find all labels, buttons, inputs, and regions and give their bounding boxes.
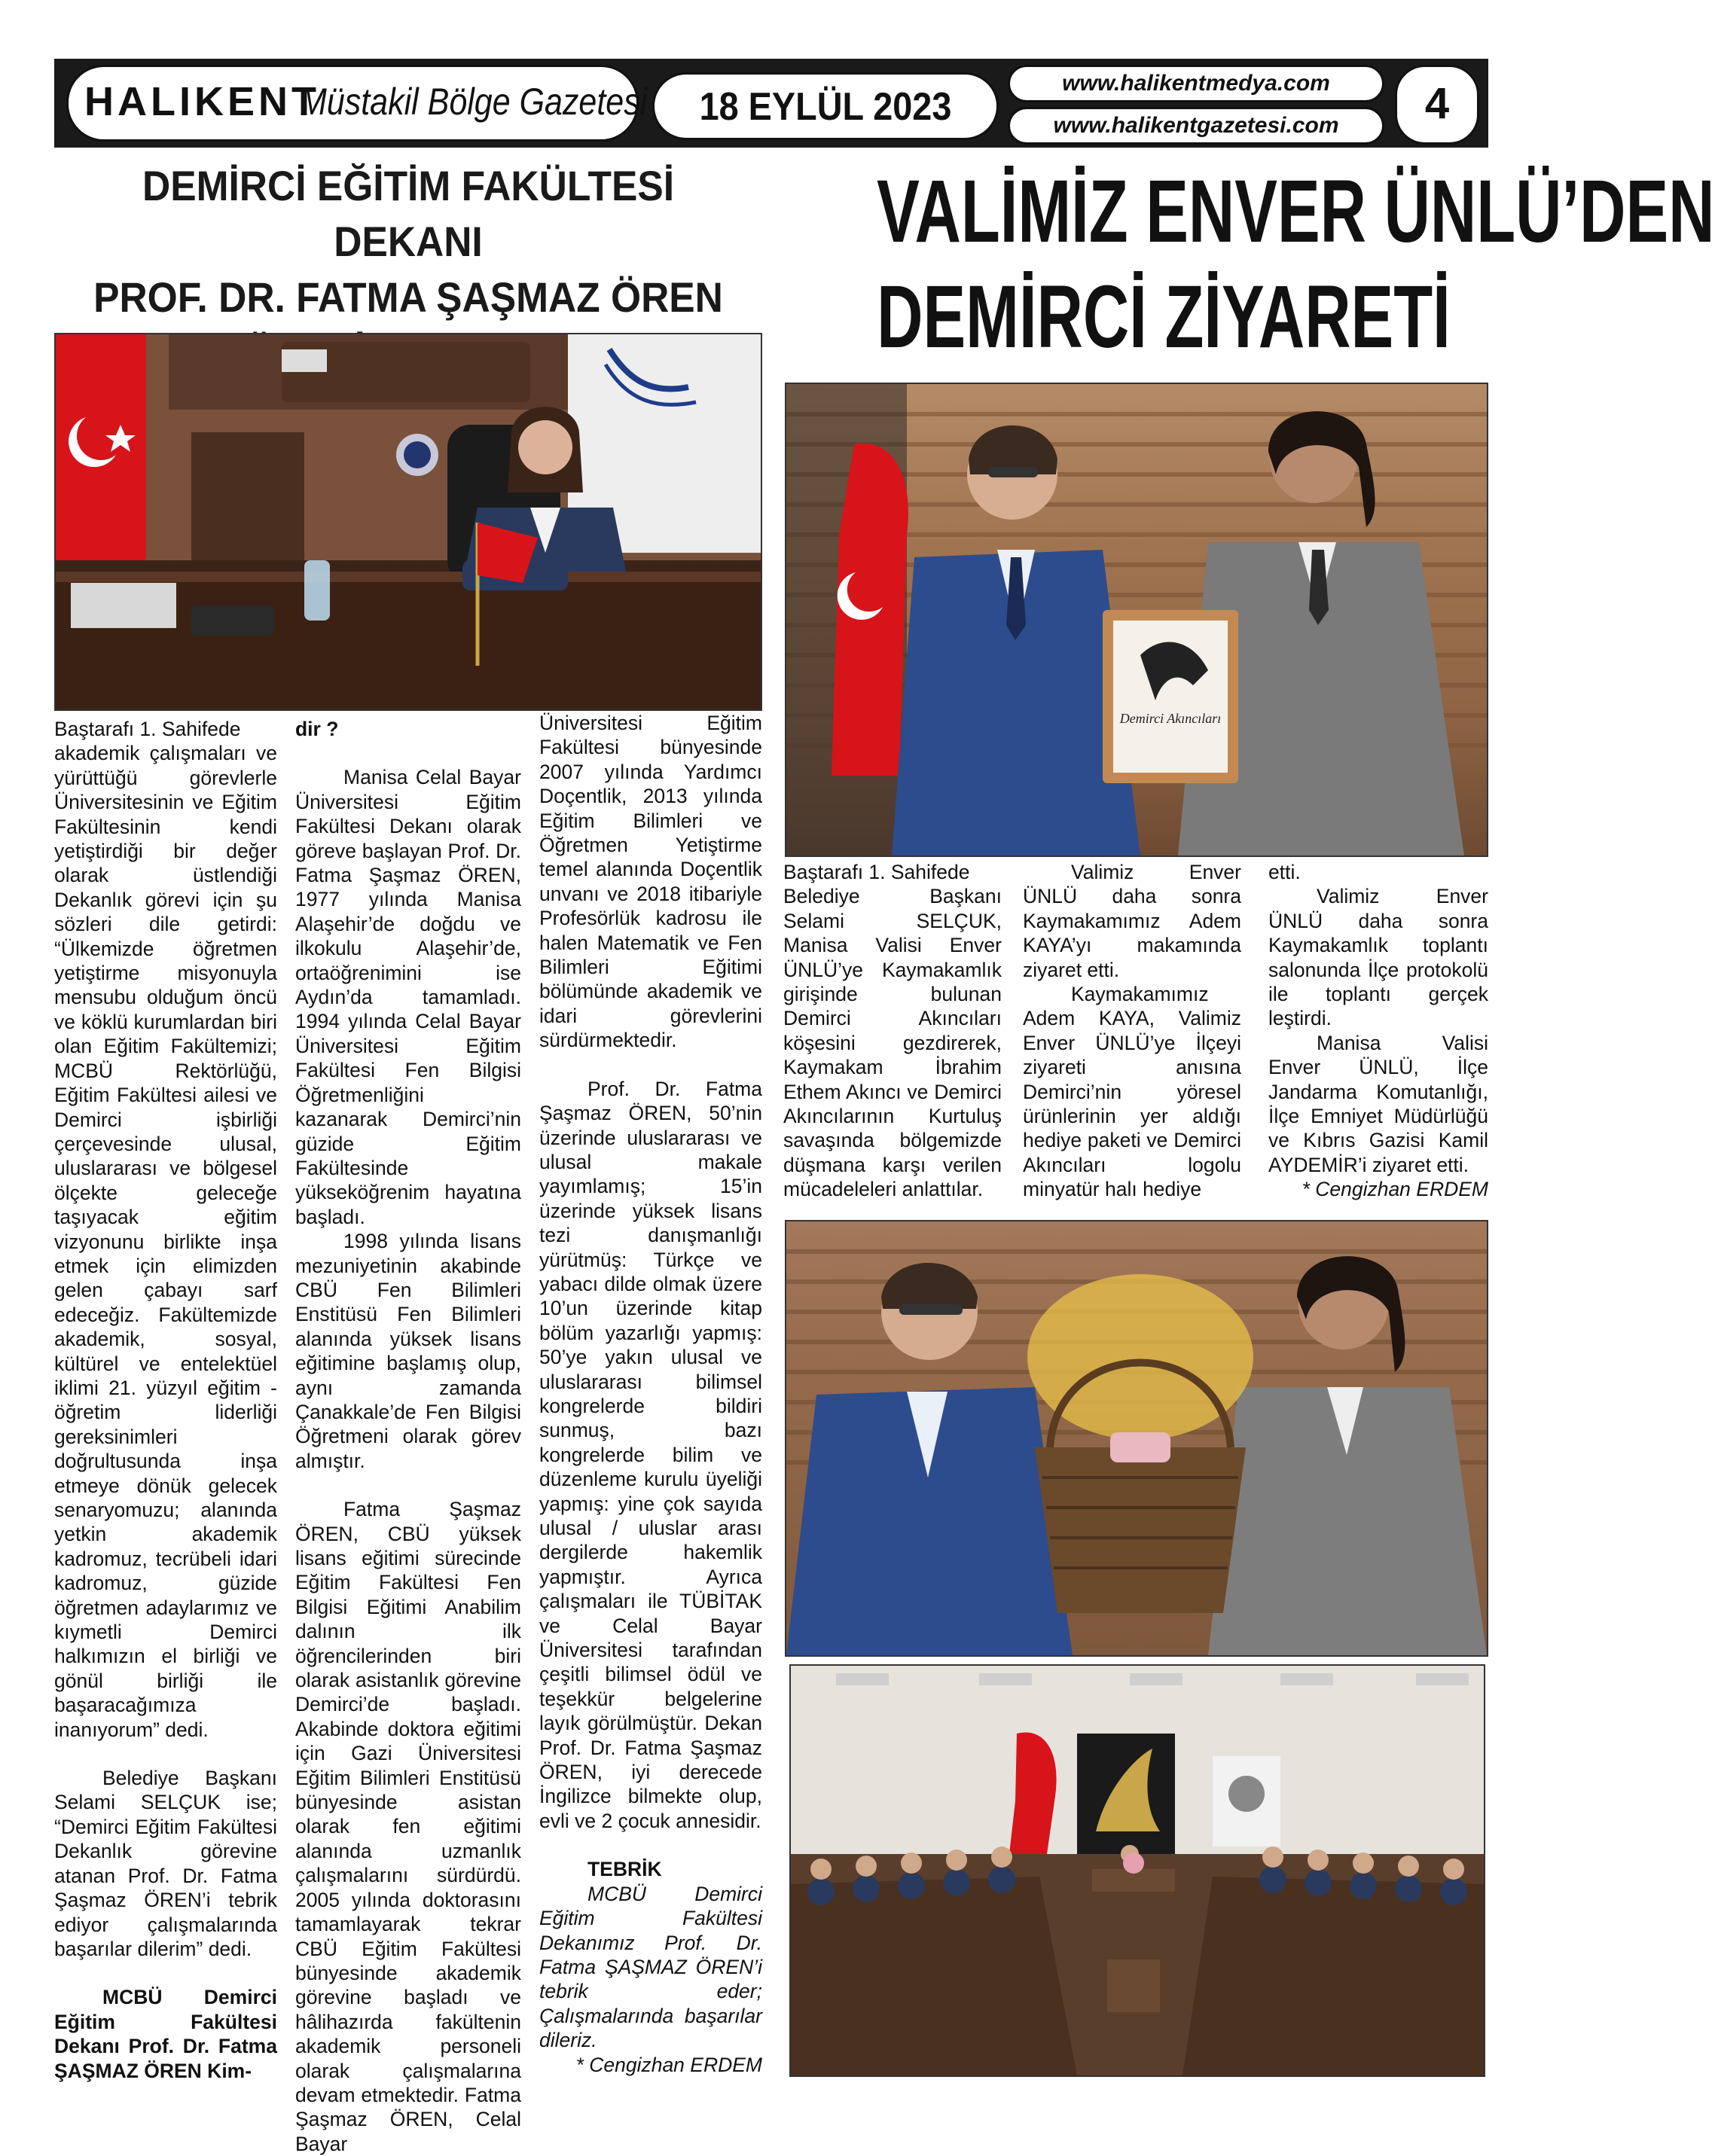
paragraph: etti. [1268,861,1301,883]
headline-line: DEMİRCİ EĞİTİM FAKÜLTESİ DEKANI [142,162,675,265]
congrats-text: MCBÜ Demirci Eğitim Fakültesi Dekanımız Prof. Dr. Fatma ŞAŞMAZ ÖREN’i tebrik eder; Çalışmalarında başarılar dileriz. [539,1882,762,2052]
paragraph: Manisa Valisi Enver ÜNLÜ, İlçe Jandarma Komutanlığı, İlçe Emniyet Müdürlüğü ve Kıbrıs Gazisi Kamil AYDEMİR’i ziyaret etti. [1268,1031,1488,1176]
plaque-caption: Demirci Akıncıları [1119,711,1222,726]
paragraph: Belediye Başkanı Selami SELÇUK ise; “Demirci Eğitim Fakültesi Dekanlık görevine atanan Prof. Dr. Fatma Şaşmaz ÖREN’i tebrik ediyor çalışmalarında başarılar dilerim” dedi. [54,1767,277,1960]
dean-office-illustration [56,334,761,709]
paragraph: Valimiz Enver ÜNLÜ daha sonra Kaymakamlık toplantı salonunda İlçe protokolü ile toplantı gerçek leştirdi. [1268,885,1488,1030]
plaque-gift-illustration [786,384,1487,855]
brand-tagline: Müstakil Bölge Gazetesi [300,81,648,123]
meeting-room-illustration [791,1666,1484,2075]
paragraph: Belediye Başkanı Selami SELÇUK, Manisa Valisi Enver ÜNLÜ’ye Kaymakamlık girişinde bulunan Demirci Akıncıları köşesini gezdirerek, Kaymakam İbrahim Ethem Akıncı ve Demirci Akıncılarının Kurtuluş savaşında bölgemizde düşmana karşı verilen mücadeleleri anlattılar. [783,885,1002,1201]
right-article-headline-line-2: DEMİRCİ ZİYARETİ [877,267,1451,367]
gift-basket-photo [785,1220,1488,1657]
paragraph: Kaymakamımız Adem KAYA, Valimiz Enver ÜNLÜ’ye İlçeyi ziyareti anısına Demirci’nin yöresel ürünlerinin yer aldığı hediye paketi ve Demirci Akıncıları logolu minyatür halı hediye [1023,983,1241,1201]
left-article-column-3 [539,711,762,2077]
right-article-column-3 [1268,860,1488,1202]
paragraph: Prof. Dr. Fatma Şaşmaz ÖREN, 50’nin üzerinde uluslararası ve ulusal makale yayımlamış; 15’in üzerinde yüksek lisans tezi danışmanlığı yürütmüş: Türkçe ve yabacı dilde olmak üzere 10’un üzerinde kitap bölüm yazarlığı yapmış: 50’ye yakın ulusal ve uluslararası bilimsel kongrelerde bildiri sunmuş, bazı kongrelerde bilim ve düzenleme kurulu üyeliği yapmış: yine çok sayıda ulusal / uluslar arası dergilerde hakemlik yapmıştır. Ayrıca çalışmaları ile TÜBİTAK ve Celal Bayar Üniversitesi tarafından çeşitli bilimsel ödül ve teşekkür belgelerine layık görülmüştür. Dekan Prof. Dr. Fatma Şaşmaz ÖREN, iyi derecede İngilizce bilmekte olup, evli ve 2 çocuk annesidir. [539,1077,762,1832]
headline-line: PROF. DR. FATMA ŞAŞMAZ ÖREN [93,273,723,321]
plaque-gift-photo [785,383,1488,857]
paragraph: 1998 yılında lisans mezuniyetinin akabinde CBÜ Fen Bilimleri Enstitüsü Fen Bilimleri alanında yüksek lisans eğitimine başlamış olup, aynı zamanda Çanakkale’de Fen Bilgisi Öğretmeni olarak görev almıştır. [295,1230,521,1472]
paragraph: Üniversitesi Eğitim Fakültesi bünyesinde 2007 yılında Yardımcı Doçentlik, 2013 yılında Eğitim Bilimleri ve Öğretmen Yetiştirme temel alanında Doçentlik unvanı ve 2018 itibariyle Profesörlük kadrosu ile halen Matematik ve Fen Bilimleri Eğitimi bölümünde akademik ve idari görevlerini sürdürmektedir. [539,712,762,1052]
subheading-continued: dir ? [295,718,339,740]
paragraph: Manisa Celal Bayar Üniversitesi Eğitim Fakültesi Dekanı olarak göreve başlayan Prof. Dr. Fatma Şaşmaz ÖREN, 1977 yılında Manisa Alaşehir’de doğdu ve ilkokulu Alaşehir’de, ortaöğrenimini ise Aydın’da tamamladı. 1994 yılında Celal Bayar Üniversitesi Eğitim Fakültesi Fen Bilgisi Öğretmenliğini kazanarak Demirci’nin güzide Eğitim Fakültesinde yükseköğrenim hayatına başladı. [295,766,521,1228]
left-article-column-1 [54,717,277,2083]
page-number: 4 [1424,79,1450,128]
issue-date: 18 EYLÜL 2023 [699,85,952,129]
paragraph: Valimiz Enver ÜNLÜ daha sonra Kaymakamımız Adem KAYA’yı makamında ziyaret etti. [1023,861,1241,981]
website-link-2[interactable]: www.halikentgazetesi.com [1053,113,1339,138]
gift-basket-illustration [786,1221,1487,1655]
paragraph: Fatma Şaşmaz ÖREN, CBÜ yüksek lisans eğitimi sürecinde Eğitim Fakültesi Fen Bilgisi Eğitimi Anabilim dalının ilk öğrencilerinden biri olarak asistanlık görevine Demirci’de başladı. Akabinde doktora eğitimi için Gazi Üniversitesi Eğitim Bilimleri Enstitüsü bünyesinde asistan olarak fen eğitimi alanında uzmanlık çalışmalarını sürdürdü. 2005 yılında doktorasını tamamlayarak tekrar CBÜ Eğitim Fakültesi bünyesinde akademik görevine başladı ve hâlihazırda fakültenin akademik personeli olarak çalışmalarına devam etmektedir. Fatma Şaşmaz ÖREN, Celal Bayar [295,1498,521,2155]
dean-office-photo [54,333,762,711]
paragraph: akademik çalışmaları ve yürüttüğü görevlerle Üniversitesinin ve Eğitim Fakültesinin kendi yetiştirdiği bir değer olarak üstlendiği Dekanlık görevi için şu sözleri dile getirdi: “Ülkemizde öğretmen yetiştirme misyonuyla mensubu olduğum öncü ve köklü kurumlardan biri olan Eğitim Fakültemizi; MCBÜ Rektörlüğü, Eğitim Fakültesi ailesi ve Demirci işbirliği çerçevesinde ulusal, uluslararası ve bölgesel ölçekte geleceğe taşıyacak eğitim vizyonunu birlikte inşa etmek için elimizden gelen çabayı sarf edeceğiz. Fakültemizde akademik, sosyal, kültürel ve entelektüel iklimi 21. yüzyıl eğitim - öğretim liderliği gereksinimleri doğrultusunda inşa etmeye dönük gelecek senaryomuzu; alanında yetkin akademik kadromuz, tecrübeli idari kadromuz, güzide öğretmen adaylarımız ve kıymetli Demirci halkımızın el birliği ve gönül birliği ile başaracağımıza inanıyorum” dedi. [54,742,277,1741]
brand-name: HALIKENT [84,79,320,124]
continued-from-label: Baştarafı 1. Sahifede [783,861,970,883]
author-byline: * Cengizhan ERDEM [1302,1178,1488,1201]
right-article-headline-line-1: VALİMİZ ENVER ÜNLÜ’DEN [877,162,1715,261]
meeting-room-photo [789,1664,1485,2077]
left-article-column-2 [295,717,521,2156]
right-article-column-2 [1023,860,1241,1202]
subheading: MCBÜ Demirci Eğitim Fakültesi Dekanı Prof. Dr. Fatma ŞAŞMAZ ÖREN Kim- [54,1986,277,2082]
right-article-column-1 [783,860,1002,1202]
congrats-heading: TEBRİK [587,1858,662,1881]
author-byline: * Cengizhan ERDEM [575,2053,762,2076]
website-link-1[interactable]: www.halikentmedya.com [1062,71,1330,96]
continued-from-label: Baştarafı 1. Sahifede [54,718,241,740]
